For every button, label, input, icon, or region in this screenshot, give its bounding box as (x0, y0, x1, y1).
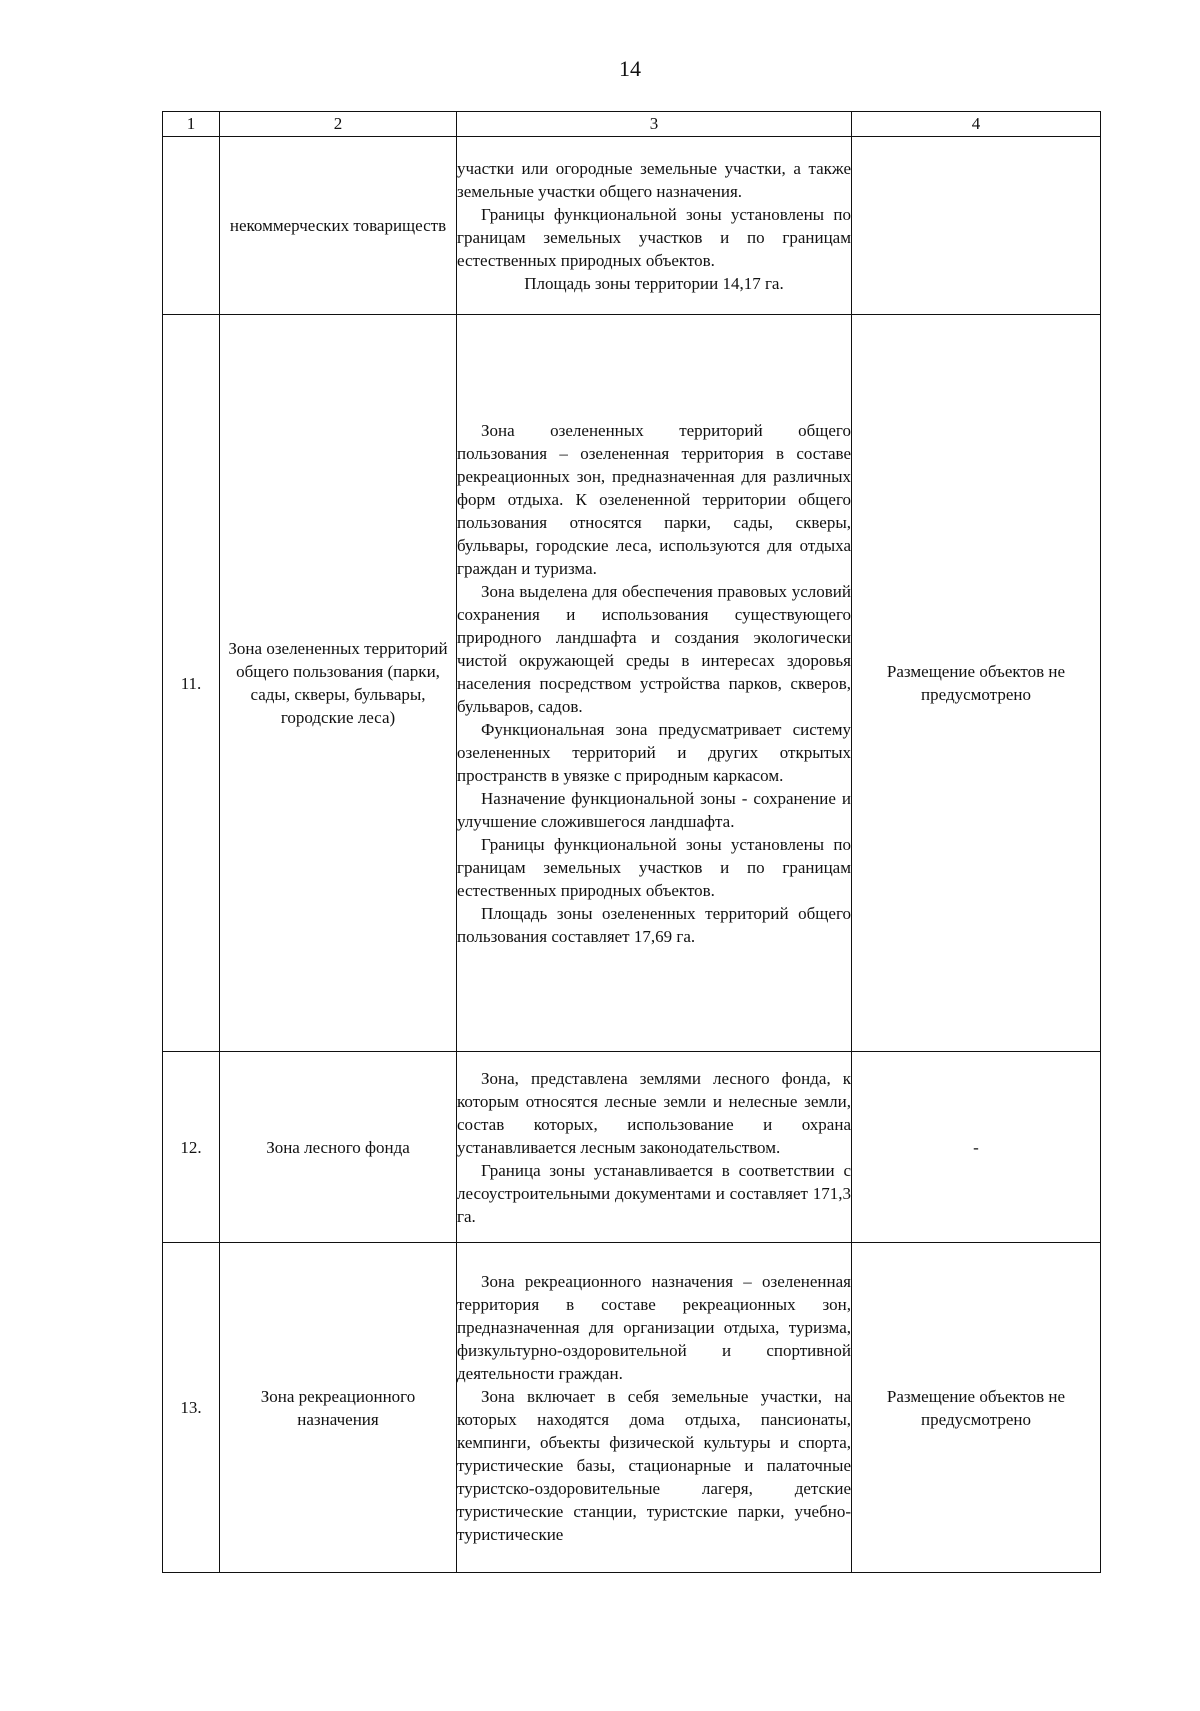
description-paragraph: Назначение функциональной зоны - сохранение и улучшение сложившегося ландшафта. (457, 788, 851, 831)
placement-note: - (852, 1052, 1101, 1243)
zones-table (162, 111, 1101, 1573)
description-paragraph: участки или огородные земельные участки, а также земельные участки общего назначения. (457, 158, 851, 201)
description-paragraph: Границы функциональной зоны установлены по границам земельных участков и по границам естественных природных объектов. (457, 204, 851, 270)
zone-name: Зона рекреационного назначения (220, 1243, 457, 1573)
zone-name: Зона лесного фонда (220, 1052, 457, 1243)
zone-description (457, 315, 852, 1052)
row-number: 13. (163, 1243, 220, 1573)
column-header-4: 4 (852, 112, 1101, 137)
description-paragraph: Зона выделена для обеспечения правовых условий сохранения и использования существующего природного ландшафта и создания экологически чистой окружающей среды в интересах здоровья населения посредством устройства парков, скверов, бульваров, садов. (457, 581, 851, 716)
description-paragraph: Зона, представлена землями лесного фонда, к которым относятся лесные земли и нелесные земли, состав которых, использование и охрана устанавливается лесным законодательством. (457, 1068, 851, 1157)
table-row (163, 315, 1101, 1052)
description-paragraph: Площадь зоны озелененных территорий общего пользования составляет 17,69 га. (457, 903, 851, 946)
column-header-2: 2 (220, 112, 457, 137)
row-number (163, 137, 220, 315)
column-header-1: 1 (163, 112, 220, 137)
row-number: 11. (163, 315, 220, 1052)
description-paragraph: Границы функциональной зоны установлены по границам земельных участков и по границам естественных природных объектов. (457, 834, 851, 900)
table-row (163, 1243, 1101, 1573)
description-paragraph: Функциональная зона предусматривает систему озелененных территорий и других открытых пространств в увязке с природным каркасом. (457, 719, 851, 785)
description-paragraph: Зона рекреационного назначения – озелененная территория в составе рекреационных зон, предназначенная для организации отдыха, туризма, физкультурно-оздоровительной и спортивной деятельности граждан. (457, 1271, 851, 1383)
zone-name: Зона озелененных территорий общего пользования (парки, сады, скверы, бульвары, городские леса) (220, 315, 457, 1052)
page-number: 14 (619, 56, 641, 81)
zone-name: некоммерческих товариществ (220, 137, 457, 315)
description-paragraph: Зона включает в себя земельные участки, на которых находятся дома отдыха, пансионаты, кемпинги, объекты физической культуры и спорта, туристические базы, стационарные и палаточные туристско-оздоровительные лагеря, детские туристические станции, туристские парки, учебно-туристические (457, 1386, 851, 1544)
table-row (163, 1052, 1101, 1243)
column-header-3: 3 (457, 112, 852, 137)
zone-description (457, 1052, 852, 1243)
row-number: 12. (163, 1052, 220, 1243)
description-paragraph: Площадь зоны территории 14,17 га. (524, 273, 784, 293)
zone-description (457, 137, 852, 315)
description-paragraph: Граница зоны устанавливается в соответствии с лесоустроительными документами и составляет 171,3 га. (457, 1160, 851, 1226)
table-row (163, 137, 1101, 315)
zone-description (457, 1243, 852, 1573)
table-header-row (163, 112, 1101, 137)
placement-note (852, 137, 1101, 315)
placement-note: Размещение объектов не предусмотрено (852, 1243, 1101, 1573)
description-paragraph: Зона озелененных территорий общего пользования – озелененная территория в составе рекреационных зон, предназначенная для различных форм отдыха. К озелененной территории общего пользования относятся парки, сады, скверы, бульвары, городские леса, используются для отдыха граждан и туризма. (457, 420, 851, 578)
placement-note: Размещение объектов не предусмотрено (852, 315, 1101, 1052)
